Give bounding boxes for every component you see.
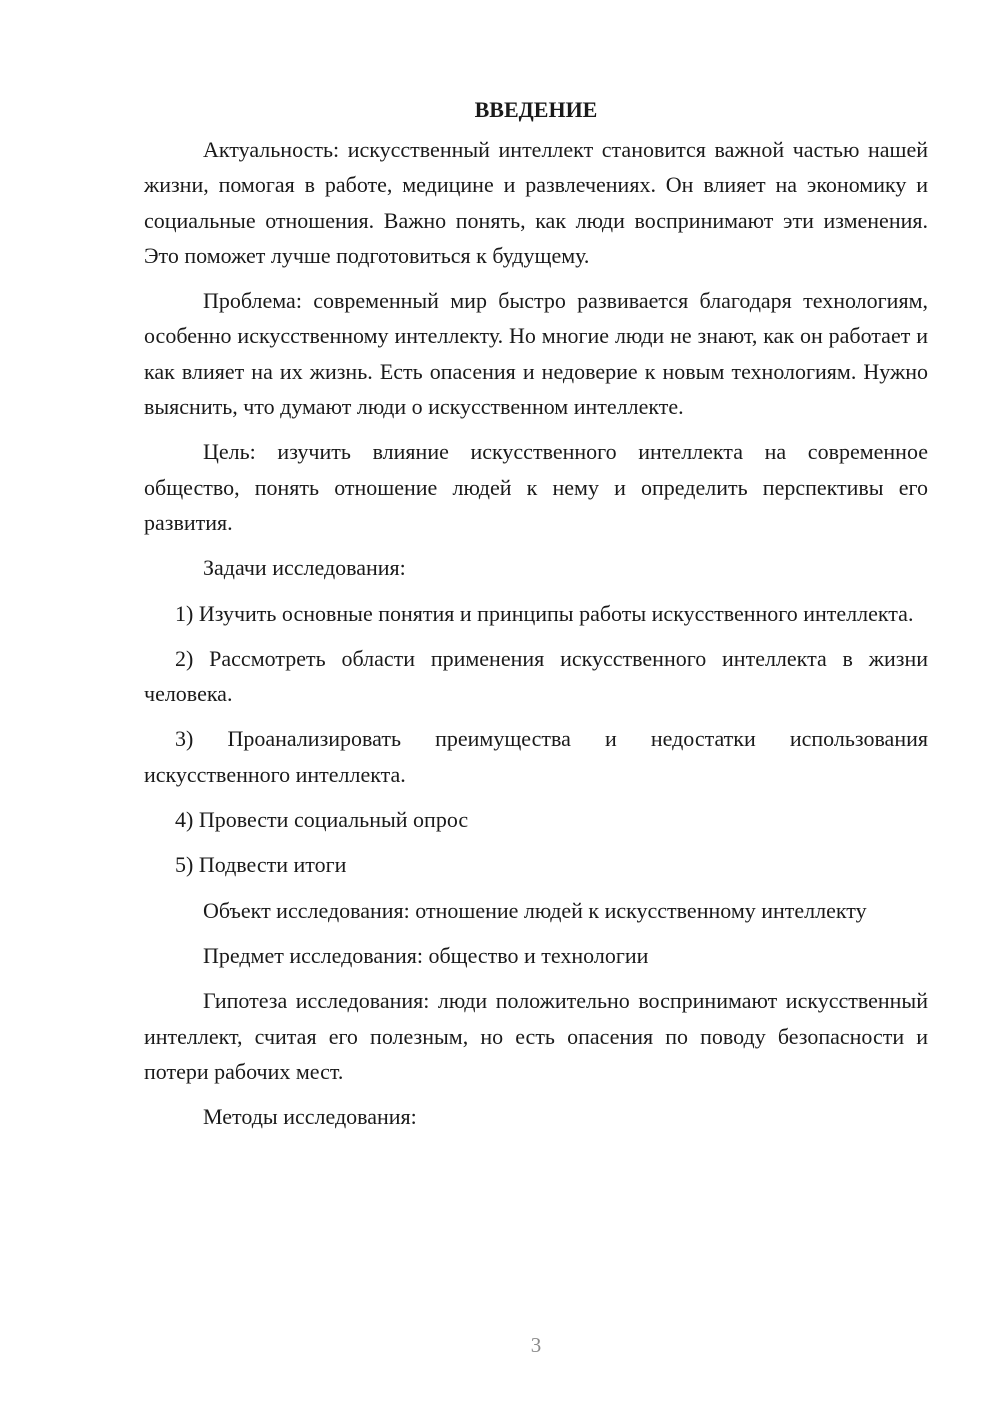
- paragraph-object: Объект исследования: отношение людей к искусственному интеллекту: [203, 897, 867, 923]
- page-number: 3: [530, 1333, 542, 1357]
- task-item-1: 1) Изучить основные понятия и принципы работы искусственного интеллекта.: [175, 600, 914, 626]
- paragraph-hypothesis: Гипотеза исследования: люди положительно воспринимают искусственный интеллект, считая его полезным, но есть опасения по поводу безопасности и потери рабочих мест.: [144, 988, 928, 1084]
- paragraph-subject: Предмет исследования: общество и технологии: [203, 942, 649, 968]
- methods-heading: Методы исследования:: [203, 1104, 417, 1130]
- document-page: [144, 92, 928, 1144]
- paragraph-problem: Проблема: современный мир быстро развивается благодаря технологиям, особенно искусственному интеллекту. Но многие люди не знают, как он работает и как влияет на их жизнь. Есть опасения и недоверие к новым технологиям. Нужно выяснить, что думают люди о искусственном интеллекте.: [144, 288, 928, 420]
- paragraph-relevance: Актуальность: искусственный интеллект становится важной частью нашей жизни, помогая в работе, медицине и развлечениях. Он влияет на экономику и социальные отношения. Важно понять, как люди воспринимают эти изменения. Это поможет лучше подготовиться к будущему.: [144, 137, 928, 268]
- task-item-2: 2) Рассмотреть области применения искусственного интеллекта в жизни человека.: [144, 645, 928, 707]
- paragraph-goal: Цель: изучить влияние искусственного интеллекта на современное общество, понять отношение людей к нему и определить перспективы его развития.: [144, 439, 928, 535]
- task-item-3: 3) Проанализировать преимущества и недостатки использования искусственного интеллекта.: [144, 726, 928, 787]
- tasks-heading: Задачи исследования:: [203, 555, 406, 581]
- section-title: ВВЕДЕНИЕ: [474, 97, 598, 122]
- task-item-5: 5) Подвести итоги: [175, 852, 347, 878]
- task-item-4: 4) Провести социальный опрос: [175, 807, 469, 833]
